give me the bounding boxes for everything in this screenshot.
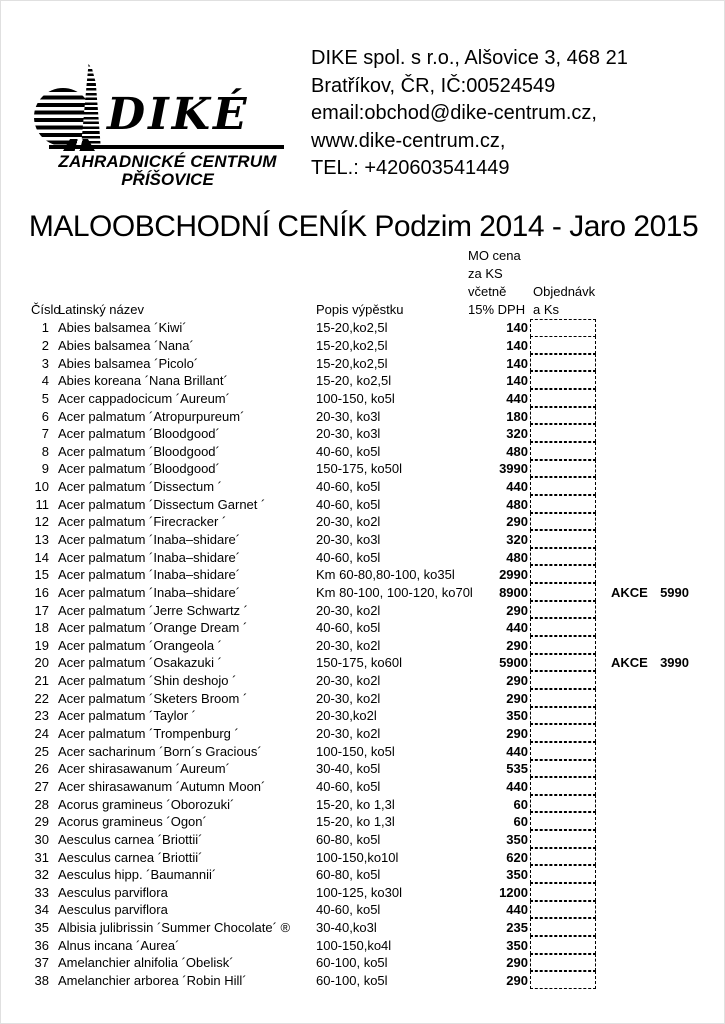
row-description: 100-125, ko30l (316, 884, 403, 900)
header-description: Popis výpěstku (316, 302, 404, 317)
table-row (1, 337, 725, 355)
row-latin-name: Acer cappadocicum ´Aureum´ (58, 390, 230, 406)
table-row (1, 954, 725, 972)
row-akce-price: 3990 (660, 655, 689, 671)
row-number: 16 (34, 584, 49, 600)
row-latin-name: Acer palmatum ´Inaba–shidare´ (58, 584, 241, 600)
row-price: 440 (506, 902, 528, 918)
row-price: 320 (506, 532, 528, 547)
table-row (1, 601, 725, 619)
row-description: 30-40, ko5l (316, 761, 381, 777)
order-quantity-box[interactable] (530, 424, 596, 442)
row-latin-name: Acer palmatum ´Shin deshojo ´ (58, 673, 237, 689)
row-description: 100-150, ko5l (316, 743, 395, 759)
row-number: 29 (34, 814, 49, 830)
row-description: 20-30, ko2l (316, 690, 381, 706)
row-number: 4 (41, 373, 49, 389)
row-price: 440 (506, 390, 528, 406)
order-quantity-box[interactable] (530, 954, 596, 972)
row-description: 20-30, ko2l (316, 602, 381, 618)
row-number: 20 (34, 655, 49, 671)
order-quantity-box[interactable] (530, 336, 596, 354)
row-number: 9 (41, 461, 49, 477)
contact-line-web: www.dike-centrum.cz, (311, 129, 506, 152)
order-quantity-box[interactable] (530, 442, 596, 460)
table-row (1, 778, 725, 796)
row-latin-name: Acer palmatum ´Inaba–shidare´ (58, 549, 241, 565)
table-row (1, 936, 725, 954)
row-price: 350 (506, 831, 528, 847)
table-row (1, 513, 725, 531)
order-quantity-box[interactable] (530, 654, 596, 672)
order-quantity-box[interactable] (530, 477, 596, 495)
table-row (1, 619, 725, 637)
order-quantity-box[interactable] (530, 565, 596, 583)
row-number: 13 (34, 532, 49, 547)
row-description: Km 60-80,80-100, ko35l (316, 567, 455, 583)
table-row (1, 354, 725, 372)
row-number: 35 (34, 920, 49, 936)
row-latin-name: Acer palmatum ´Orange Dream ´ (58, 620, 248, 636)
row-latin-name: Acer palmatum ´Bloodgood´ (58, 461, 220, 477)
row-description: 40-60, ko5l (316, 443, 381, 459)
table-row (1, 319, 725, 337)
row-latin-name: Aesculus parviflora (58, 902, 168, 918)
row-number: 37 (34, 955, 49, 971)
row-description: 150-175, ko60l (316, 655, 403, 671)
table-row (1, 548, 725, 566)
row-number: 14 (34, 549, 49, 565)
row-number: 12 (34, 514, 49, 530)
row-latin-name: Acorus gramineus ´Ogon´ (58, 814, 207, 830)
table-row (1, 866, 725, 884)
header-order-line1: Objednávk (533, 284, 596, 299)
row-latin-name: Abies balsamea ´Nana´ (58, 337, 194, 353)
row-latin-name: Acer palmatum ´Bloodgood´ (58, 443, 220, 459)
row-price: 290 (506, 973, 528, 989)
row-akce-label: AKCE (611, 655, 648, 671)
row-number: 1 (41, 320, 49, 336)
row-description: 15-20, ko 1,3l (316, 814, 395, 830)
row-description: 20-30,ko2l (316, 708, 377, 724)
row-description: Km 80-100, 100-120, ko70l (316, 584, 473, 600)
order-quantity-box[interactable] (530, 812, 596, 830)
header-price-line1: MO cena (468, 248, 521, 263)
row-number: 11 (35, 496, 49, 512)
table-row (1, 689, 725, 707)
row-price: 235 (506, 920, 528, 936)
row-description: 40-60, ko5l (316, 479, 381, 495)
row-description: 15-20,ko2,5l (316, 337, 388, 353)
order-quantity-box[interactable] (530, 354, 596, 372)
row-price: 140 (506, 355, 528, 371)
row-description: 20-30, ko3l (316, 408, 381, 424)
row-number: 7 (41, 426, 49, 442)
table-row (1, 407, 725, 425)
row-price: 290 (506, 673, 528, 689)
row-price: 535 (506, 761, 528, 777)
row-price: 140 (506, 373, 528, 389)
header-price-line4: 15% DPH (468, 302, 526, 317)
order-quantity-box[interactable] (530, 830, 596, 848)
row-latin-name: Acer palmatum ´Inaba–shidare´ (58, 567, 241, 583)
order-quantity-box[interactable] (530, 530, 596, 548)
row-price: 440 (506, 778, 528, 794)
table-row (1, 672, 725, 690)
page-title: MALOOBCHODNÍ CENÍK Podzim 2014 - Jaro 2015 (28, 210, 699, 243)
table-row (1, 831, 725, 849)
table-row (1, 425, 725, 443)
table-row (1, 478, 725, 496)
table-header (1, 248, 725, 319)
row-description: 20-30, ko3l (316, 426, 381, 442)
order-quantity-box[interactable] (530, 389, 596, 407)
table-row (1, 566, 725, 584)
order-quantity-box[interactable] (530, 918, 596, 936)
row-price: 290 (506, 514, 528, 530)
row-latin-name: Aesculus carnea ´Briottii´ (58, 831, 203, 847)
row-price: 60 (513, 796, 528, 812)
row-price: 60 (513, 814, 528, 830)
row-latin-name: Aesculus parviflora (58, 884, 168, 900)
row-number: 5 (41, 390, 49, 406)
row-number: 33 (34, 884, 49, 900)
row-price: 290 (506, 726, 528, 742)
order-quantity-box[interactable] (530, 671, 596, 689)
row-description: 60-100, ko5l (316, 973, 388, 989)
row-description: 15-20, ko2,5l (316, 373, 392, 389)
order-quantity-box[interactable] (530, 865, 596, 883)
row-latin-name: Acer shirasawanum ´Aureum´ (58, 761, 230, 777)
row-latin-name: Acer palmatum ´Atropurpureum´ (58, 408, 245, 424)
row-latin-name: Acer palmatum ´Sketers Broom ´ (58, 690, 248, 706)
row-description: 40-60, ko5l (316, 549, 381, 565)
row-description: 60-80, ko5l (316, 867, 381, 883)
row-description: 40-60, ko5l (316, 496, 381, 512)
row-description: 20-30, ko3l (316, 532, 381, 547)
row-price: 1200 (499, 884, 528, 900)
order-quantity-box[interactable] (530, 971, 596, 989)
row-description: 40-60, ko5l (316, 778, 381, 794)
order-quantity-box[interactable] (530, 583, 596, 601)
table-rows (1, 319, 725, 989)
row-number: 34 (34, 902, 49, 918)
row-latin-name: Amelanchier alnifolia ´Obelisk´ (58, 955, 234, 971)
order-quantity-box[interactable] (530, 760, 596, 778)
row-latin-name: Amelanchier arborea ´Robin Hill´ (58, 973, 247, 989)
row-description: 20-30, ko2l (316, 673, 381, 689)
row-price: 290 (506, 690, 528, 706)
table-row (1, 760, 725, 778)
table-row (1, 372, 725, 390)
row-price: 140 (506, 337, 528, 353)
row-latin-name: Aesculus hipp. ´Baumannii´ (58, 867, 217, 883)
row-price: 320 (506, 426, 528, 442)
row-number: 27 (34, 778, 49, 794)
table-row (1, 884, 725, 902)
order-quantity-box[interactable] (530, 460, 596, 478)
order-quantity-box[interactable] (530, 513, 596, 531)
order-quantity-box[interactable] (530, 371, 596, 389)
row-description: 150-175, ko50l (316, 461, 403, 477)
contact-line-address2: Bratříkov, ČR, IČ:00524549 (311, 74, 556, 97)
row-latin-name: Abies koreana ´Nana Brillant´ (58, 373, 228, 389)
row-latin-name: Acer palmatum ´Orangeola ´ (58, 637, 223, 653)
row-latin-name: Acorus gramineus ´Oborozuki´ (58, 796, 235, 812)
row-description: 40-60, ko5l (316, 620, 381, 636)
row-latin-name: Acer palmatum ´Osakazuki ´ (58, 655, 222, 671)
row-price: 8900 (499, 584, 528, 600)
row-latin-name: Acer palmatum ´Trompenburg ´ (58, 726, 239, 742)
order-quantity-box[interactable] (530, 407, 596, 425)
row-description: 60-100, ko5l (316, 955, 388, 971)
row-latin-name: Acer palmatum ´Inaba–shidare´ (58, 532, 241, 547)
header-price-line3: včetně (468, 284, 507, 299)
row-akce-price: 5990 (660, 584, 689, 600)
header-number: Číslo (31, 302, 61, 317)
row-number: 23 (34, 708, 49, 724)
row-description: 20-30, ko2l (316, 726, 381, 742)
company-logo (1, 1, 301, 201)
row-number: 6 (41, 408, 49, 424)
row-price: 290 (506, 602, 528, 618)
row-price: 350 (506, 937, 528, 953)
logo-subtitle-prisovice: PŘÍŠOVICE (121, 170, 214, 189)
row-description: 30-40,ko3l (316, 920, 377, 936)
row-number: 36 (34, 937, 49, 953)
order-quantity-box[interactable] (530, 636, 596, 654)
row-price: 620 (506, 849, 528, 865)
row-price: 440 (506, 743, 528, 759)
row-number: 21 (34, 673, 49, 689)
row-number: 8 (41, 443, 49, 459)
contact-info (311, 45, 628, 183)
row-price: 440 (506, 479, 528, 495)
row-price: 5900 (499, 655, 528, 671)
row-latin-name: Acer palmatum ´Dissectum Garnet ´ (58, 496, 266, 512)
row-latin-name: Albisia julibrissin ´Summer Chocolate´ ® (58, 920, 291, 936)
order-quantity-box[interactable] (530, 742, 596, 760)
table-row (1, 531, 725, 549)
row-latin-name: Acer palmatum ´Jerre Schwartz ´ (58, 602, 248, 618)
order-quantity-box[interactable] (530, 724, 596, 742)
contact-line-email: email:obchod@dike-centrum.cz, (311, 102, 597, 124)
row-price: 350 (506, 708, 528, 724)
row-price: 480 (506, 443, 528, 459)
order-quantity-box[interactable] (530, 548, 596, 566)
row-price: 3990 (499, 461, 528, 477)
row-number: 19 (34, 637, 49, 653)
contact-line-phone: TEL.: +420603541449 (311, 157, 510, 179)
row-number: 18 (34, 620, 49, 636)
table-row (1, 637, 725, 655)
row-latin-name: Acer shirasawanum ´Autumn Moon´ (58, 778, 266, 794)
row-price: 480 (506, 496, 528, 512)
row-latin-name: Acer palmatum ´Firecracker ´ (58, 514, 227, 530)
table-row (1, 707, 725, 725)
row-price: 480 (506, 549, 528, 565)
order-quantity-box[interactable] (530, 689, 596, 707)
order-quantity-box[interactable] (530, 601, 596, 619)
row-number: 30 (34, 831, 49, 847)
row-number: 25 (34, 743, 49, 759)
row-price: 440 (506, 620, 528, 636)
row-price: 140 (506, 320, 528, 336)
row-description: 100-150,ko4l (316, 937, 392, 953)
row-latin-name: Acer sacharinum ´Born´s Gracious´ (58, 743, 262, 759)
table-row (1, 742, 725, 760)
header-order-line2: a Ks (533, 302, 560, 317)
row-latin-name: Abies balsamea ´Kiwi´ (58, 320, 187, 336)
table-row (1, 901, 725, 919)
row-description: 15-20,ko2,5l (316, 320, 388, 336)
row-latin-name: Acer palmatum ´Bloodgood´ (58, 426, 220, 442)
order-quantity-box[interactable] (530, 618, 596, 636)
row-description: 100-150, ko5l (316, 390, 395, 406)
row-number: 24 (34, 726, 49, 742)
row-latin-name: Acer palmatum ´Taylor ´ (58, 708, 196, 724)
row-number: 32 (34, 867, 49, 883)
table-row (1, 972, 725, 990)
row-number: 10 (34, 479, 49, 495)
table-row (1, 848, 725, 866)
header-latin-name: Latinský název (58, 302, 144, 317)
row-number: 38 (34, 973, 49, 989)
order-quantity-box[interactable] (530, 936, 596, 954)
row-number: 31 (34, 849, 49, 865)
order-quantity-box[interactable] (530, 901, 596, 919)
row-description: 15-20,ko2,5l (316, 355, 388, 371)
row-latin-name: Abies balsamea ´Picolo´ (58, 355, 199, 371)
table-row (1, 813, 725, 831)
row-latin-name: Alnus incana ´Aurea´ (58, 937, 180, 953)
row-price: 290 (506, 637, 528, 653)
table-row (1, 460, 725, 478)
row-description: 20-30, ko2l (316, 637, 381, 653)
row-number: 28 (34, 796, 49, 812)
row-price: 290 (506, 955, 528, 971)
row-price: 2990 (499, 567, 528, 583)
table-row (1, 442, 725, 460)
row-number: 3 (41, 355, 49, 371)
order-quantity-box[interactable] (530, 795, 596, 813)
row-price: 180 (506, 408, 528, 424)
table-row (1, 725, 725, 743)
order-quantity-box[interactable] (530, 495, 596, 513)
row-latin-name: Acer palmatum ´Dissectum ´ (58, 479, 222, 495)
row-akce-label: AKCE (611, 584, 648, 600)
order-quantity-box[interactable] (530, 319, 596, 337)
row-description: 60-80, ko5l (316, 831, 381, 847)
row-description: 100-150,ko10l (316, 849, 399, 865)
table-row (1, 495, 725, 513)
row-number: 26 (34, 761, 49, 777)
table-row (1, 654, 725, 672)
logo-subtitle-centrum: ZAHRADNICKÉ CENTRUM (58, 152, 277, 171)
brand-name: DIKÉ (107, 89, 250, 140)
table-row (1, 584, 725, 602)
order-quantity-box[interactable] (530, 777, 596, 795)
row-number: 2 (41, 337, 49, 353)
table-row (1, 919, 725, 937)
order-quantity-box[interactable] (530, 848, 596, 866)
row-description: 20-30, ko2l (316, 514, 381, 530)
row-latin-name: Aesculus carnea ´Briottii´ (58, 849, 203, 865)
row-number: 17 (34, 602, 49, 618)
order-quantity-box[interactable] (530, 883, 596, 901)
row-number: 22 (34, 690, 49, 706)
row-description: 40-60, ko5l (316, 902, 381, 918)
table-row (1, 795, 725, 813)
row-description: 15-20, ko 1,3l (316, 796, 395, 812)
row-number: 15 (34, 567, 49, 583)
contact-line-address1: DIKE spol. s r.o., Alšovice 3, 468 21 (311, 47, 628, 69)
table-row (1, 390, 725, 408)
order-quantity-box[interactable] (530, 707, 596, 725)
header-price-line2: za KS (468, 266, 503, 281)
row-price: 350 (506, 867, 528, 883)
logo-underline (49, 145, 284, 149)
